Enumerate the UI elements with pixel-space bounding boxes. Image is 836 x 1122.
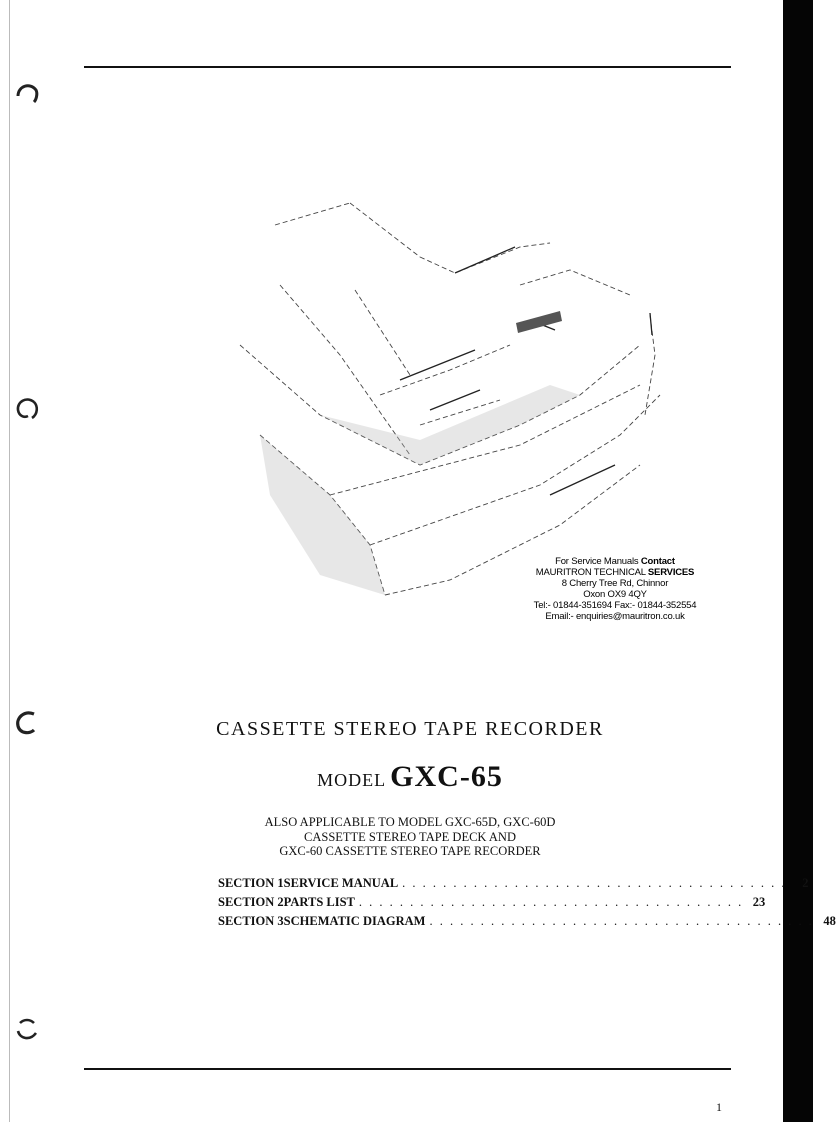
contact-phone: Tel:- 01844-351694 Fax:- 01844-352554 xyxy=(533,600,697,611)
contact-address: 8 Cherry Tree Rd, Chinnor xyxy=(561,578,669,589)
toc-section: SECTION 1 xyxy=(218,876,284,890)
service-contact-stamp xyxy=(530,556,700,622)
applicability-note xyxy=(150,815,670,859)
toc-title: SERVICE MANUAL xyxy=(283,876,399,890)
applicability-line: ALSO APPLICABLE TO MODEL GXC-65D, GXC-60D xyxy=(264,815,556,829)
contact-line-bold: Contact xyxy=(640,556,675,567)
toc-row[interactable] xyxy=(218,895,766,914)
contact-line: MAURITRON TECHNICAL xyxy=(535,567,648,578)
model-name: GXC-65 xyxy=(390,760,503,793)
toc-leader: . . . . . . . . . . . . . . . . . . . . . . . . . . . . . . . . . . . . . . xyxy=(402,876,787,890)
binder-hole-icon xyxy=(14,1015,40,1043)
applicability-line: CASSETTE STEREO TAPE DECK AND xyxy=(304,829,516,844)
contact-address: Oxon OX9 4QY xyxy=(583,589,647,600)
toc-leader: . . . . . . . . . . . . . . . . . . . . . . . . . . . . . . . . . . . . . . xyxy=(429,914,814,928)
table-of-contents xyxy=(218,876,836,933)
scan-edge-bar xyxy=(783,0,813,1122)
contact-email: Email:- enquiries@mauritron.co.uk xyxy=(545,611,685,622)
toc-row[interactable] xyxy=(218,876,809,895)
document-title: CASSETTE STEREO TAPE RECORDER xyxy=(216,718,604,740)
page-edge-line xyxy=(9,0,10,1122)
bottom-rule xyxy=(84,1068,731,1070)
toc-title: SCHEMATIC DIAGRAM xyxy=(283,914,426,928)
contact-line: For Service Manuals xyxy=(555,556,641,567)
model-prefix: MODEL xyxy=(317,770,387,790)
applicability-line: GXC-60 CASSETTE STEREO TAPE RECORDER xyxy=(279,844,541,858)
toc-section: SECTION 3 xyxy=(218,914,284,928)
toc-leader: . . . . . . . . . . . . . . . . . . . . . . . . . . . . . . . . . . . . . . xyxy=(358,895,744,909)
toc-row[interactable] xyxy=(218,914,836,933)
contact-line-bold: SERVICES xyxy=(647,567,695,578)
toc-section: SECTION 2 xyxy=(218,895,284,909)
binder-hole-icon xyxy=(14,80,40,108)
binder-hole-icon xyxy=(14,394,40,422)
page-number: 1 xyxy=(716,1100,722,1114)
toc-page: 2 xyxy=(802,876,809,890)
toc-page: 48 xyxy=(823,914,836,928)
model-heading xyxy=(120,760,700,794)
top-rule xyxy=(84,66,731,68)
cassette-recorder-illustration xyxy=(120,195,675,615)
binder-hole-icon xyxy=(14,708,40,736)
toc-page: 23 xyxy=(752,895,766,909)
toc-title: PARTS LIST xyxy=(283,895,355,909)
